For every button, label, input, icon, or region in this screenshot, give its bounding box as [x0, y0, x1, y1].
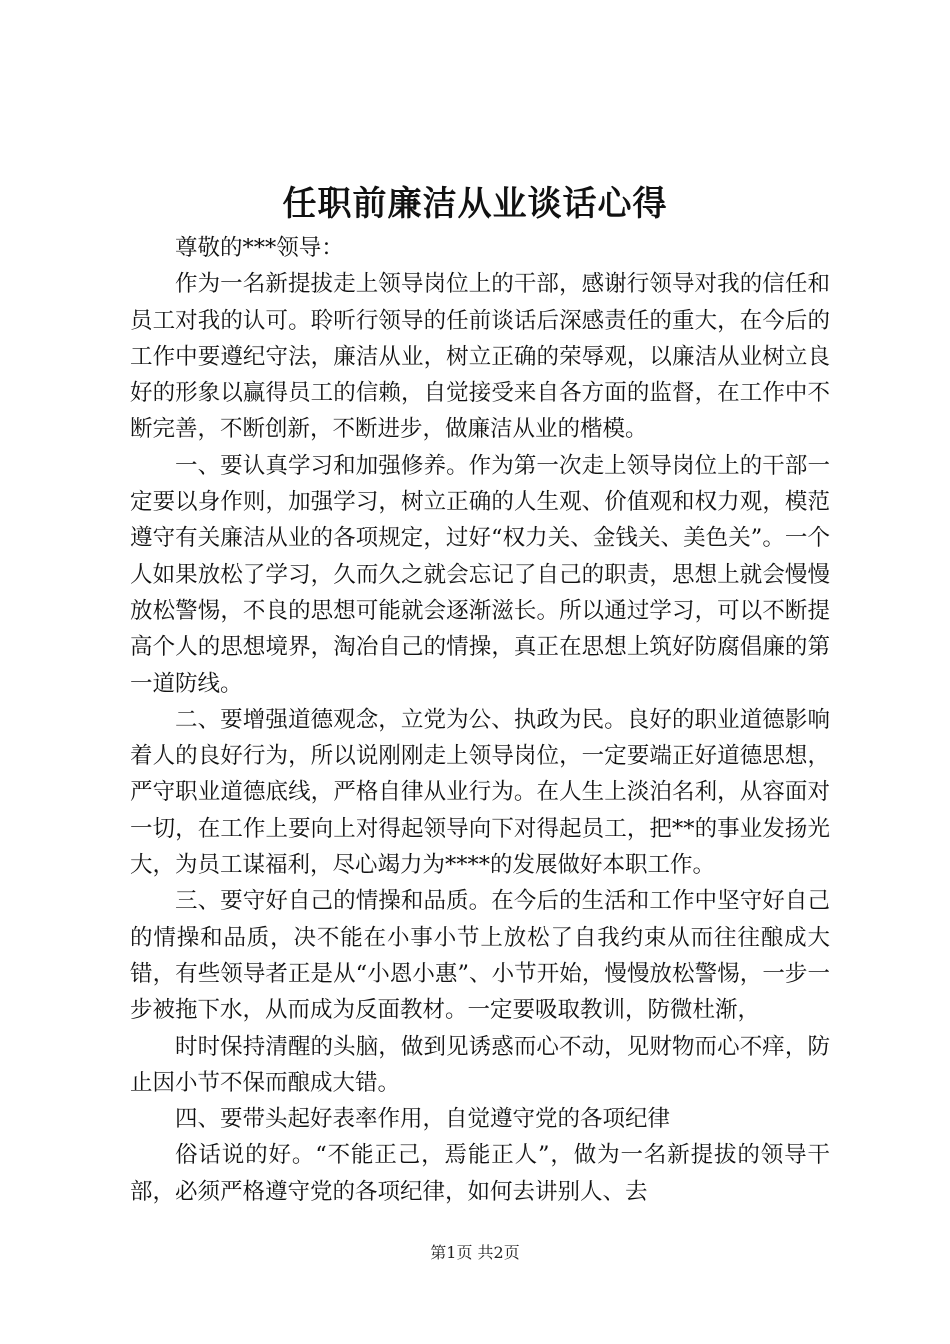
- section-three-continuation-paragraph: 时时保持清醒的头脑，做到见诱惑而心不动，见财物而心不痒，防止因小节不保而酿成大错。: [130, 1033, 830, 1096]
- section-three-paragraph: 三、要守好自己的情操和品质。在今后的生活和工作中坚守好自己的情操和品质，决不能在小事小节上放松了自我约束从而往往酿成大错，有些领导者正是从“小恩小惠”、小节开始，慢慢放松警惕，一步一步被拖下水，从而成为反面教材。一定要吸取教训，防微杜渐，: [130, 888, 830, 1024]
- section-two-paragraph: 二、要增强道德观念，立党为公、执政为民。良好的职业道德影响着人的良好行为，所以说刚刚走上领导岗位，一定要端正好道德思想，严守职业道德底线，严格自律从业行为。在人生上淡泊名利，从容面对一切，在工作上要向上对得起领导向下对得起员工，把**的事业发扬光大，为员工谋福利，尽心竭力为****的发展做好本职工作。: [130, 706, 830, 879]
- section-four-heading-paragraph: 四、要带头起好表率作用，自觉遵守党的各项纪律: [175, 1106, 671, 1133]
- section-four-paragraph: 俗话说的好。“不能正己，焉能正人”，做为一名新提拔的领导干部，必须严格遵守党的各项纪律，如何去讲别人、去: [130, 1142, 830, 1205]
- intro-paragraph: 作为一名新提拔走上领导岗位上的干部，感谢行领导对我的信任和员工对我的认可。聆听行领导的任前谈话后深感责任的重大，在今后的工作中要遵纪守法，廉洁从业，树立正确的荣辱观，以廉洁从业树立良好的形象以赢得员工的信赖，自觉接受来自各方面的监督，在工作中不断完善，不断创新，不断进步，做廉洁从业的楷模。: [130, 271, 830, 443]
- document-title: 任职前廉洁从业谈话心得: [282, 184, 668, 224]
- section-one-paragraph: 一、要认真学习和加强修养。作为第一次走上领导岗位上的干部一定要以身作则，加强学习，树立正确的人生观、价值观和权力观，模范遵守有关廉洁从业的各项规定，过好“权力关、金钱关、美色关”。一个人如果放松了学习，久而久之就会忘记了自己的职责，思想上就会慢慢放松警惕，不良的思想可能就会逐渐滋长。所以通过学习，可以不断提高个人的思想境界，淘冶自己的情操，真正在思想上筑好防腐倡廉的第一道防线。: [130, 452, 830, 697]
- salutation-paragraph: 尊敬的***领导：: [175, 235, 344, 261]
- document-body: [130, 230, 830, 1210]
- page-number: 第1页 共2页: [430, 1243, 520, 1262]
